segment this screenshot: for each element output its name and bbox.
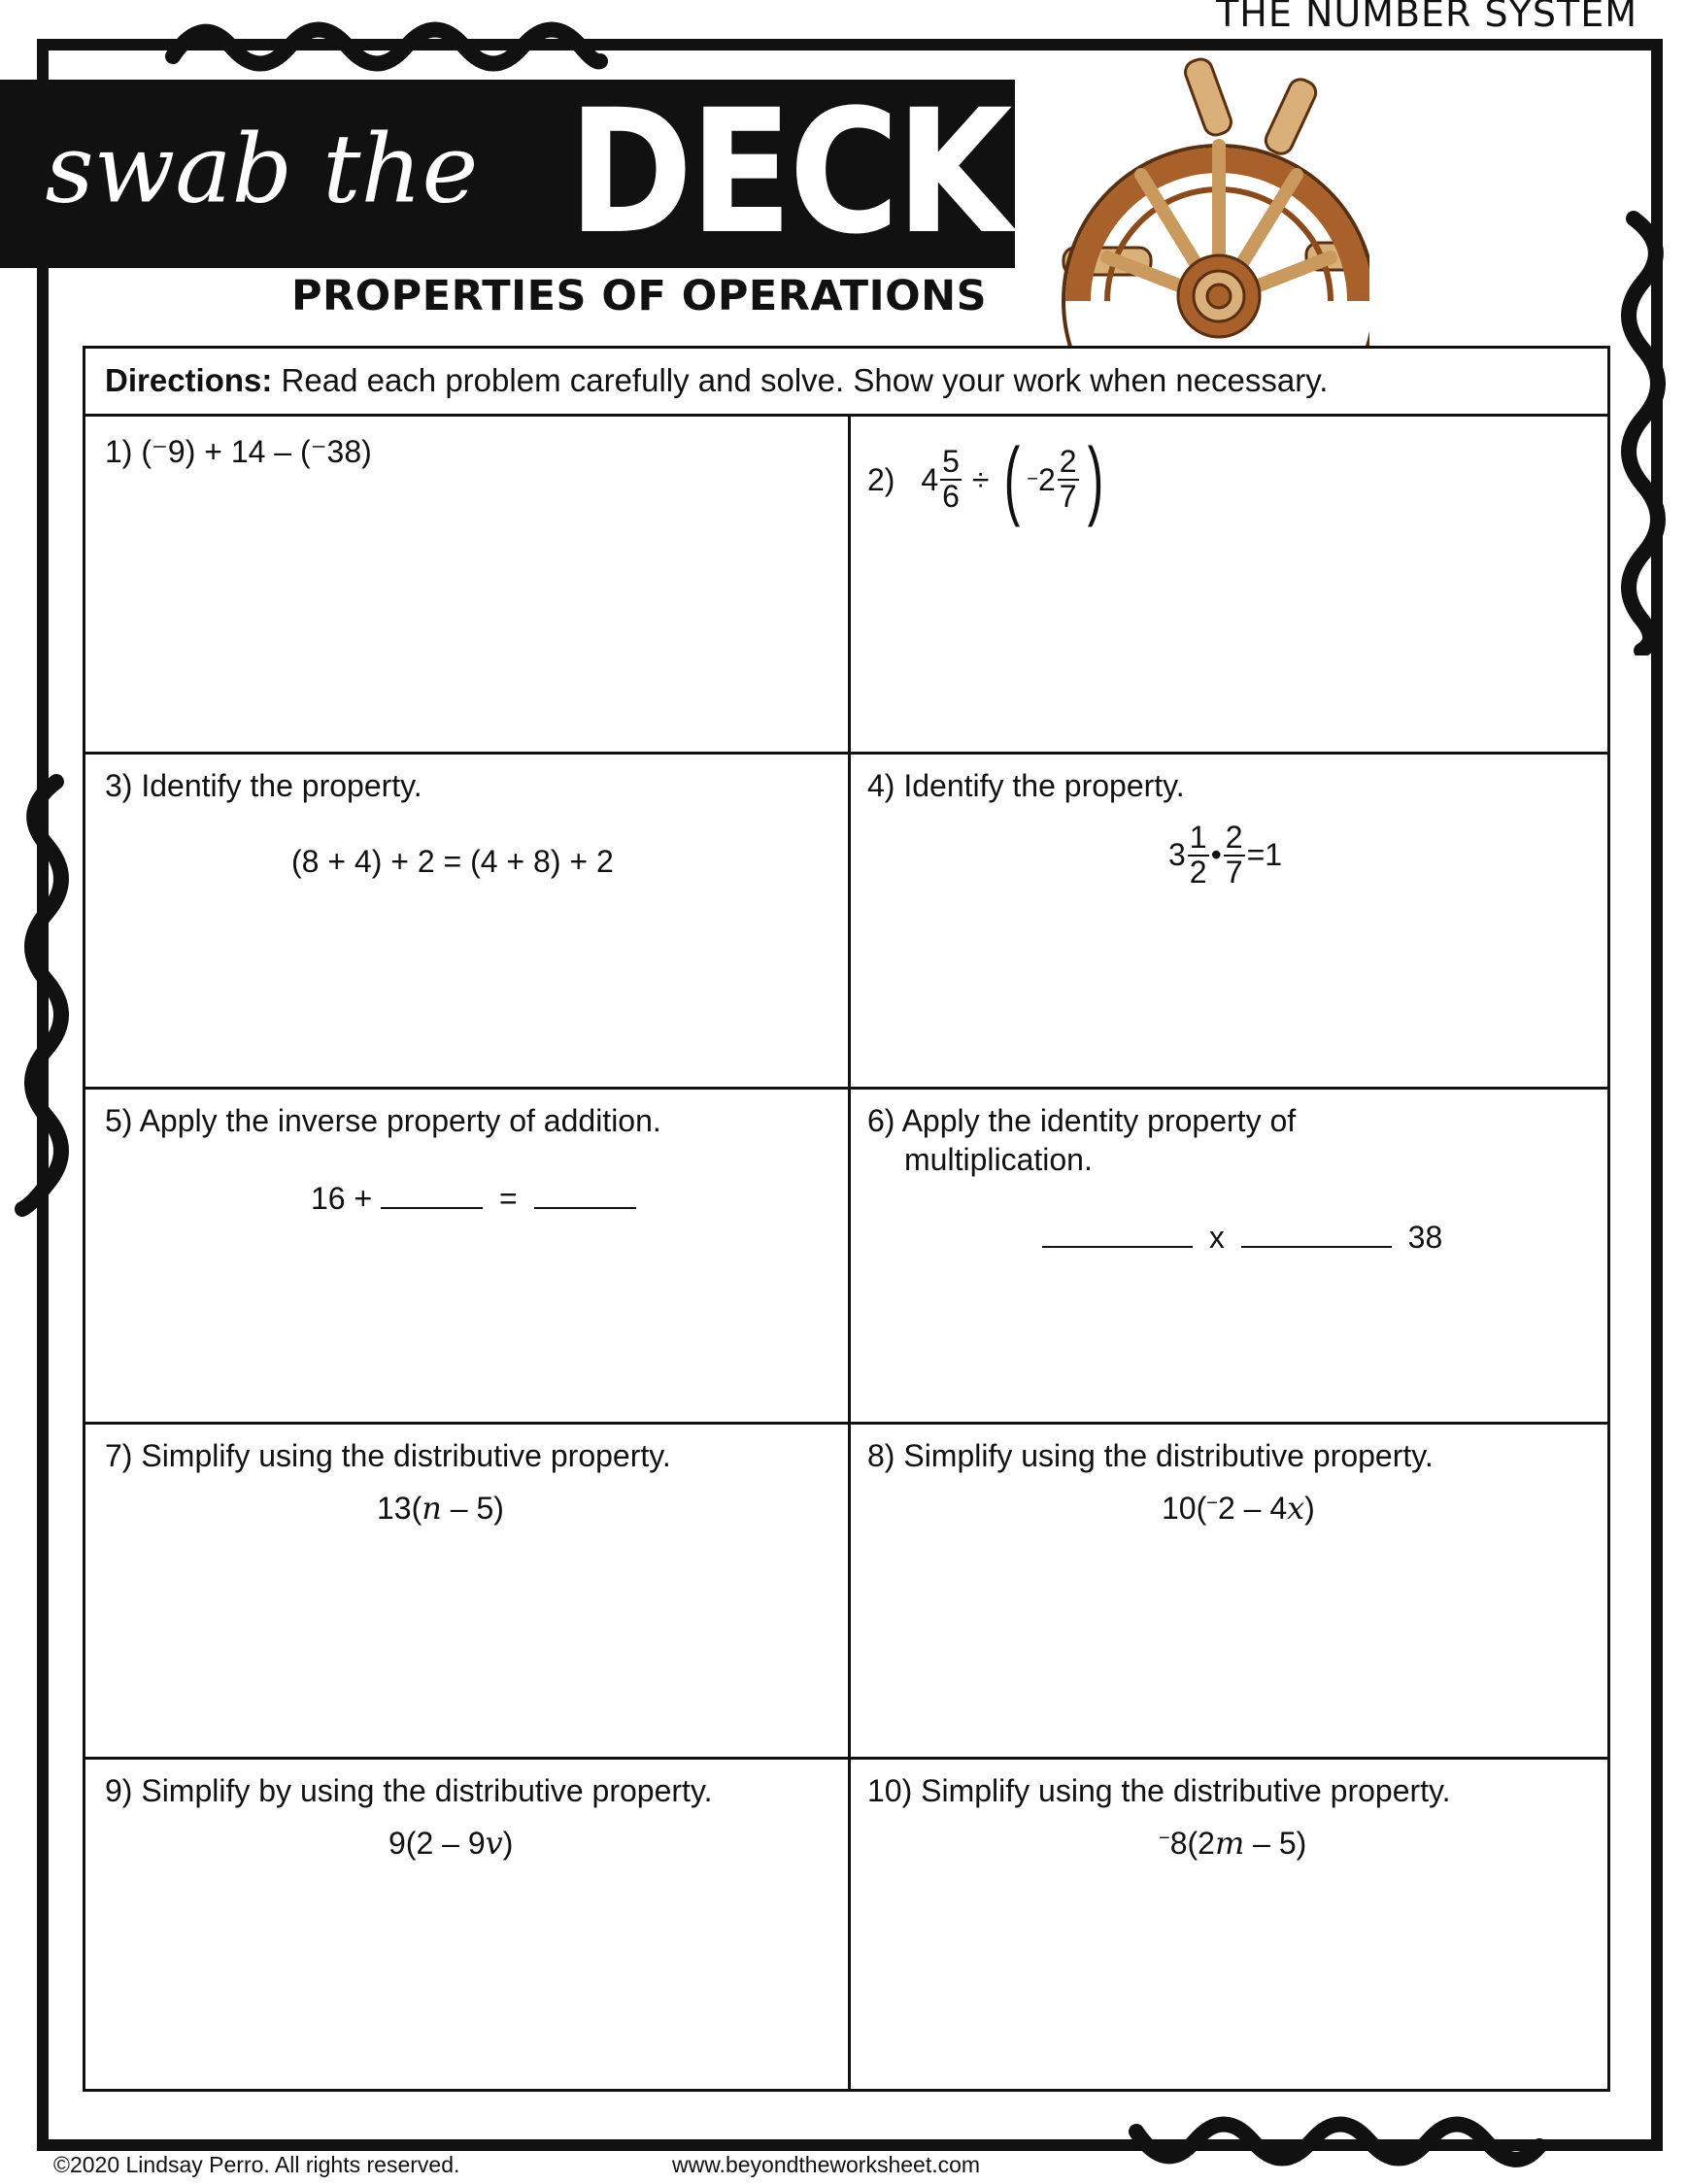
expr-part: ) [1304,1491,1315,1526]
answer-blank[interactable] [1042,1246,1193,1248]
expr-part: 10( [1162,1491,1207,1526]
problem-6-prompt [867,1101,1296,1179]
problem-2-whole-1: 4 [921,462,939,497]
problem-6-prompt-line-1: 6) Apply the identity property of [867,1103,1297,1138]
row-divider [85,752,1607,755]
problem-2-operator: ÷ [971,462,990,497]
problem-10-prompt: 10) Simplify using the distributive property. [867,1773,1451,1808]
negative-sign: − [1206,1493,1218,1514]
top-squiggle-decoration [163,8,610,76]
fraction-denominator: 6 [942,479,960,514]
expr-part: 8(2 [1169,1826,1215,1861]
problem-2-fraction-1 [940,446,962,513]
problem-6-prompt-line-2: multiplication. [904,1142,1093,1177]
left-paren: ( [1004,431,1021,528]
row-divider [85,1757,1607,1760]
website-link[interactable]: www.beyondtheworksheet.com [672,2152,981,2177]
problem-5-equals: = [498,1181,518,1216]
problem-9-prompt: 9) Simplify by using the distributive property. [105,1773,713,1808]
right-squiggle-decoration [1614,209,1678,655]
problem-2-number: 2) [867,462,895,497]
problem-4-expression [1168,822,1282,889]
ship-wheel-icon [1049,49,1369,350]
negative-sign: − [1027,468,1038,490]
expr-part: – 5) [441,1491,504,1526]
directions [85,349,1607,417]
answer-blank[interactable] [381,1207,483,1209]
worksheet-grid [83,346,1610,2092]
row-divider [85,1422,1607,1425]
problem-6-operator: x [1208,1220,1225,1255]
column-divider [848,417,851,2092]
expr-part: 9(2 – 9 [388,1826,486,1861]
problem-5-lhs: 16 + [311,1181,373,1216]
answer-blank[interactable] [534,1207,636,1209]
fraction-denominator: 7 [1059,479,1077,514]
problem-6-expression [1042,1220,1442,1256]
problem-4-fraction-2 [1224,822,1245,889]
expr-variable: n [422,1490,442,1527]
problem-8-prompt: 8) Simplify using the distributive property. [867,1438,1434,1473]
left-squiggle-decoration [8,772,76,1219]
problem-7-expression [377,1490,504,1527]
answer-blank[interactable] [1241,1246,1392,1248]
right-paren: ) [1087,431,1103,528]
expr-part: – 5) [1244,1826,1307,1861]
directions-text: Read each problem carefully and solve. Show your work when necessary. [272,362,1329,398]
expr-part: ) [502,1826,514,1861]
problem-4-dot: • [1210,837,1222,873]
unit-label: THE NUMBER SYSTEM [1216,0,1637,35]
problem-2-whole-2: 2 [1037,462,1056,497]
problem-4-whole: 3 [1168,837,1186,873]
problem-5-expression [311,1181,636,1217]
fraction-numerator: 5 [942,444,960,480]
negative-sign: − [1159,1828,1170,1849]
fraction-numerator: 1 [1189,820,1207,855]
fraction-denominator: 2 [1189,854,1207,890]
problem-2-fraction-2 [1058,446,1079,513]
script-title [10,89,554,245]
problem-8-expression [1162,1490,1315,1527]
problem-10-expression [1159,1825,1306,1862]
problem-3-prompt: 3) Identify the property. [105,768,422,803]
problem-9-expression [388,1825,513,1862]
directions-label: Directions: [105,362,273,398]
problem-2 [867,431,1110,528]
problem-4-fraction-1 [1188,822,1209,889]
row-divider [85,1087,1607,1090]
problem-7-prompt: 7) Simplify using the distributive property. [105,1438,671,1473]
problem-6-rhs: 38 [1407,1220,1443,1255]
fraction-numerator: 2 [1059,444,1077,480]
bottom-squiggle-decoration [1127,2112,1554,2180]
expr-variable: m [1214,1825,1245,1862]
problem-1 [105,432,372,471]
expr-part: 2 – 4 [1217,1491,1288,1526]
problem-1-number: 1) [105,434,133,469]
page-subtitle: PROPERTIES OF OPERATIONS [291,272,988,320]
problem-1-expression: (⁻9) + 14 – (⁻38) [141,434,372,469]
problem-5-prompt: 5) Apply the inverse property of addition. [105,1103,661,1138]
problem-4-prompt: 4) Identify the property. [867,768,1185,803]
problem-4-rhs: =1 [1246,837,1283,873]
copyright-text: ©2020 Lindsay Perro. All rights reserved. [53,2152,460,2177]
expr-variable: x [1287,1490,1305,1527]
expr-part: 13( [377,1491,422,1526]
script-title-text: swab the [45,114,479,225]
fraction-numerator: 2 [1225,820,1243,855]
expr-variable: v [485,1825,503,1862]
fraction-denominator: 7 [1225,854,1243,890]
problem-3-expression: (8 + 4) + 2 = (4 + 8) + 2 [291,844,614,879]
page-title: DECK [568,73,1009,272]
